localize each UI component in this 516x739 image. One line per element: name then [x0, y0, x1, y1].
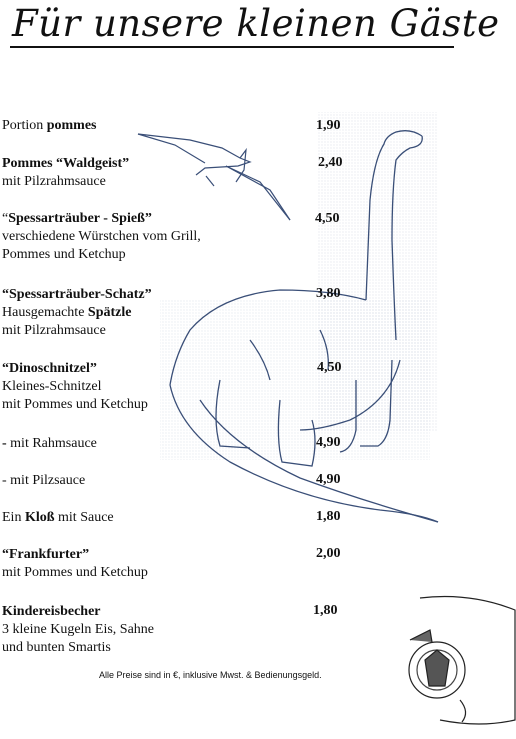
- item-name: Kindereisbecher: [2, 604, 101, 619]
- item-name-prefix: “: [2, 211, 9, 226]
- item-price: 4,50: [317, 360, 342, 375]
- item-price: 4,50: [315, 211, 340, 226]
- item-price: 1,80: [313, 603, 338, 618]
- item-price: 1,80: [316, 509, 341, 524]
- item-name: -: [2, 436, 7, 451]
- menu-item-spessartraeuber-spiess: [2, 210, 201, 264]
- robber-emblem-illustration: [409, 597, 515, 725]
- menu-item-kindereisbecher: [2, 603, 154, 657]
- menu-item-dinoschnitzel: [2, 360, 148, 414]
- item-name: Spessarträuber - Spieß”: [8, 211, 152, 226]
- page-title: Für unsere kleinen Gäste: [12, 2, 500, 45]
- item-description-highlight: Spätzle: [87, 305, 132, 320]
- item-name-prefix: Portion: [2, 118, 47, 133]
- item-description: Kleines-Schnitzel: [2, 379, 102, 394]
- menu-item-mit-rahmsauce: [2, 435, 97, 453]
- item-price: 2,40: [318, 155, 343, 170]
- item-name-suffix: mit Rahmsauce: [6, 436, 97, 451]
- item-price: 3,80: [316, 286, 341, 301]
- item-description: mit Pommes und Ketchup: [2, 565, 148, 580]
- item-price: 4,90: [316, 435, 341, 450]
- item-price: 1,90: [316, 118, 341, 133]
- item-name: Pommes “Waldgeist”: [2, 156, 130, 171]
- menu-item-mit-pilzsauce: [2, 472, 85, 490]
- item-name-suffix: mit Sauce: [54, 510, 114, 525]
- item-name: - mit Pilzsauce: [2, 473, 86, 488]
- item-description: Pommes und Ketchup: [2, 247, 126, 262]
- item-description: 3 kleine Kugeln Eis, Sahne: [2, 622, 155, 637]
- item-name: “Spessarträuber-Schatz”: [2, 287, 152, 302]
- item-name: “Frankfurter”: [2, 547, 90, 562]
- item-description: mit Pilzrahmsauce: [2, 174, 106, 189]
- pterodactyl-illustration: [138, 134, 290, 220]
- price-footnote: Alle Preise sind in €, inklusive Mwst. & Bedienungsgeld.: [99, 670, 322, 680]
- menu-item-portion-pommes: [2, 117, 97, 135]
- item-name: “Dinoschnitzel”: [2, 361, 97, 376]
- item-name: pommes: [46, 118, 97, 133]
- title-underline: [10, 46, 454, 48]
- item-description: verschiedene Würstchen vom Grill,: [2, 229, 201, 244]
- item-description: mit Pilzrahmsauce: [2, 323, 106, 338]
- item-description: und bunten Smartis: [2, 640, 111, 655]
- item-name-prefix: Ein: [2, 510, 25, 525]
- item-price: 2,00: [316, 546, 341, 561]
- item-price: 4,90: [316, 472, 341, 487]
- item-description: Hausgemachte: [2, 305, 88, 320]
- menu-item-spessartraeuber-schatz: [2, 286, 152, 340]
- menu-item-waldgeist: [2, 155, 129, 191]
- menu-item-kloss: [2, 509, 114, 527]
- item-description: mit Pommes und Ketchup: [2, 397, 148, 412]
- item-name: Kloß: [24, 510, 55, 525]
- menu-item-frankfurter: [2, 546, 148, 582]
